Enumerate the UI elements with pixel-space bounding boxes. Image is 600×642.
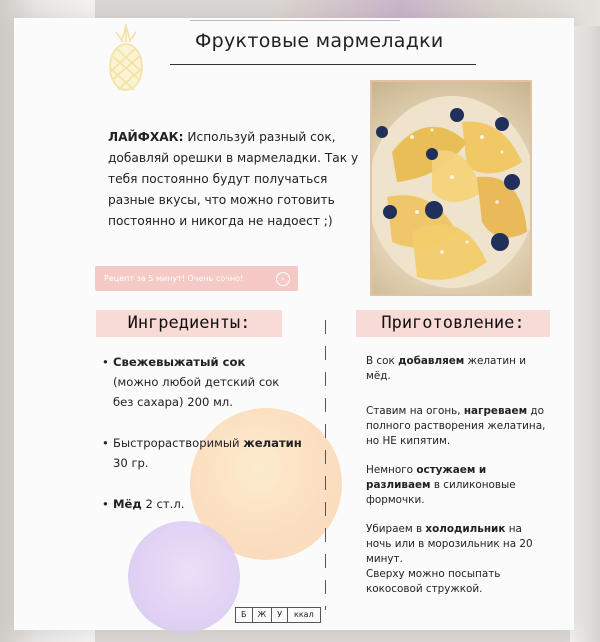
ingredient-juice-name: Свежевыжатый сок bbox=[113, 355, 246, 369]
lifehack-text bbox=[108, 127, 363, 232]
recipe-link-label: Рецепт за 5 минут! Очень сочно! bbox=[104, 274, 244, 283]
ingredient-honey-name: Мёд bbox=[113, 497, 142, 511]
ingredient-gelatin-name: желатин bbox=[243, 436, 302, 450]
ingredient-juice-detail: (можно любой детский сок без сахара) 200 мл. bbox=[113, 375, 280, 409]
ingredients-header: Ингредиенты: bbox=[96, 310, 282, 337]
nutrition-fat: Ж bbox=[253, 608, 273, 622]
ingredient-honey bbox=[102, 494, 302, 514]
ingredient-juice bbox=[102, 352, 302, 412]
ingredient-gelatin-amount: 30 гр. bbox=[113, 456, 149, 470]
prep-step-2-rest: до полного растворения желатина, но НЕ кипятим. bbox=[366, 405, 546, 447]
ingredient-gelatin bbox=[102, 433, 302, 473]
prep-step-3 bbox=[366, 463, 546, 508]
torn-paper-right-edge bbox=[570, 0, 600, 642]
pineapple-icon bbox=[102, 22, 150, 94]
prep-step-1-bold: добавляем bbox=[398, 355, 465, 367]
preparation-steps bbox=[366, 354, 546, 597]
prep-step-1-text: В сок bbox=[366, 355, 399, 367]
arrow-right-icon: › bbox=[276, 272, 290, 286]
ingredient-gelatin-prefix: Быстрорастворимый bbox=[113, 436, 244, 450]
recipe-link-button[interactable] bbox=[95, 266, 298, 291]
marmalade-photo-illustration bbox=[372, 82, 530, 294]
prep-step-2-bold: нагреваем bbox=[463, 405, 528, 417]
page-title: Фруктовые мармеладки bbox=[195, 30, 444, 52]
marmalade-photo bbox=[370, 80, 532, 296]
title-top-rule bbox=[190, 20, 400, 21]
nutrition-table bbox=[235, 607, 321, 623]
prep-step-3-text: Немного bbox=[366, 464, 417, 476]
preparation-header: Приготовление: bbox=[356, 310, 550, 337]
nutrition-carbs: У bbox=[272, 608, 288, 622]
prep-step-4-tip: Сверху можно посыпать кокосовой стружкой. bbox=[366, 568, 501, 595]
prep-step-2-text: Ставим на огонь, bbox=[366, 405, 464, 417]
nutrition-kcal: ккал bbox=[294, 610, 314, 619]
lifehack-body: Используй разный сок, добавляй орешки в мармеладки. Так у тебя постоянно будут получаться разные вкусы, что можно готовить постоянно и никогда не надоест ;) bbox=[108, 130, 359, 228]
column-divider bbox=[325, 320, 326, 610]
ingredients-list bbox=[102, 352, 302, 531]
prep-step-3-bold: остужаем и разливаем bbox=[366, 464, 487, 491]
prep-step-4 bbox=[366, 522, 546, 597]
prep-step-3-rest: в силиконовые формочки. bbox=[366, 479, 516, 506]
title-underline bbox=[170, 64, 476, 65]
prep-step-4-rest: на ночь или в морозильник на 20 минут. bbox=[366, 523, 533, 565]
ingredient-honey-amount: 2 ст.л. bbox=[141, 497, 185, 511]
decorative-circle-purple bbox=[128, 521, 240, 633]
nutrition-protein: Б bbox=[236, 608, 253, 622]
lifehack-label: ЛАЙФХАК: bbox=[108, 130, 184, 144]
prep-step-4-bold: холодильник bbox=[425, 523, 506, 535]
prep-step-1 bbox=[366, 354, 546, 384]
prep-step-1-rest: желатин и мёд. bbox=[366, 355, 527, 382]
prep-step-2 bbox=[366, 404, 546, 449]
prep-step-4-text: Убираем в bbox=[366, 523, 426, 535]
